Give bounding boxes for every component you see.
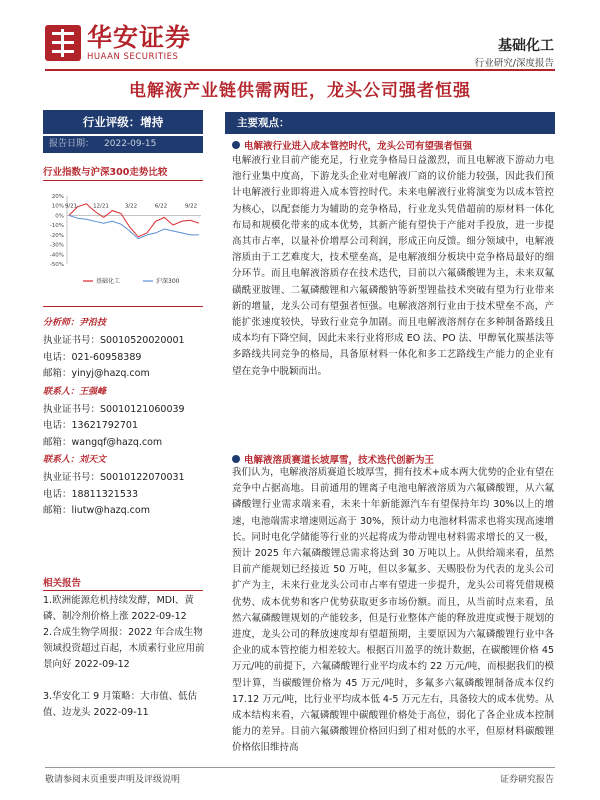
logo-seal-icon	[45, 25, 81, 61]
section-2-text: 我们认为，电解液溶质赛道长坡厚雪，拥有技术+成本两大优势的企业有望在竞争中占据高地。目前通用的锂离子电池电解液溶质为六氟磷酸锂，从六氟磷酸锂行业需求端来看，未来十年新能源汽车有望保持年均 30%以上的增速，电池端需求增速则远高于 30%，预计动力电池材料需求也将实现高速增长。同时电化学储能等行业的兴起将成为带动锂电材料需求增长的又一极，预计 2025 年六氟磷酸锂总需求将达到 30 万吨以上。从供给端来看，虽然目前产能规划已经接近 50 万吨，但以多氟多、天赐股份为代表的龙头公司扩产为主，未来行业龙头公司市占率有望进一步提升，龙头公司将凭借规模优势、成本优势和客户优势获取更多市场份额。而且，从当前时点来看，虽然六氟磷酸锂规划的产能较多，但是行业整体产能的释放进度或慢于规划的进度，龙头公司的释放速度却有望超预期，主要原因为六氟磷酸锂行业中各企业的成本管控能力相差较大。根据百川盈孚的统计数据，在碳酸锂价格 45 万元/吨的前提下，六氟磷酸锂行业平均成本约 22 万元/吨，而根据我们的模型计算，当碳酸锂价格为 45 万元/吨时，多氟多六氟磷酸锂制备成本仅约 17.12 万元/吨，比行业平均成本低 4-5 万元左右，具备较大的成本优势。从成本结构来看，六氟磷酸锂中碳酸锂价格处于高位，弱化了各企业成本控制能力的差异。目前六氟磷酸锂价格回归到了相对低的水平，但原材料碳酸锂价格依旧维持高	[232, 467, 554, 754]
y-tick-label: -30%	[49, 242, 64, 249]
analyst-name: 分析师：尹沿技	[43, 318, 107, 328]
report-date-value: 2022-09-15	[104, 139, 157, 149]
analyst-section-rule	[43, 306, 203, 307]
footer-divider	[45, 767, 555, 768]
x-tick-label: 9/21	[64, 203, 78, 210]
company-logo	[45, 24, 191, 62]
index-comparison-chart	[43, 190, 205, 290]
related-reports-rule	[43, 590, 203, 591]
sector-label: 基础化工	[498, 38, 554, 54]
related-report-1[interactable]: 1.欧洲能源危机持续发酵，MDI、黄磷、制冷剂价格上涨 2022-09-12	[43, 595, 194, 622]
y-tick-label: 20%	[51, 194, 64, 200]
y-tick-label: 10%	[51, 203, 64, 210]
brand-name-cn: 华安证券	[87, 23, 192, 52]
section-1-heading: 电解液行业进入成本管控时代，龙头公司有望强者恒强	[244, 141, 473, 152]
bullet-icon	[232, 141, 240, 149]
footer-report-label: 证券研究报告	[499, 775, 554, 785]
key-points-heading: 主要观点：	[225, 112, 555, 134]
email-address[interactable]: 邮箱：yinyj@hazq.com	[43, 368, 150, 379]
phone-number: 电话：021-60958389	[43, 351, 142, 363]
report-title: 电解液产业链供需两旺，龙头公司强者恒强	[129, 81, 471, 101]
report-date-row	[43, 136, 203, 153]
related-report-2[interactable]: 2.合成生物学周报：2022 年合成生物领域投资超过百起，木质素行业应用前景向好 2022-09-12	[43, 627, 205, 670]
phone-number: 电话：13621792701	[43, 420, 138, 431]
related-reports-heading: 相关报告	[43, 578, 82, 589]
x-tick-label: 6/22	[154, 203, 168, 210]
legend-label: 基础化工	[96, 278, 121, 285]
section-1-text: 电解液行业目前产能充足，行业竞争格局日益激烈，而且电解液下游动力电池行业集中度高，下游龙头企业对电解液厂商的议价能力较强，因此我们预计电解液行业即将进入成本管控时代。未来电解液行业将演变为以成本管控为核心，以配套能力为辅助的竞争格局，行业龙头凭借超前的原材料一体化布局和规模化带来的成本优势，其新产能有望快于产能对手投放，进一步提高其市占率，以量补价增厚公司利润，形成正向反馈。细分领域中，电解液溶质由于工艺难度大，技术壁垒高，是电解液细分板块中竞争格局最好的细分环节。而且电解液溶质存在技术迭代，目前以六氟磷酸锂为主，未来双氟磺酰亚胺锂、二氟磷酸锂和六氟磷酸钠等新型锂盐技术突破有望为行业带来新的增量，龙头公司有望强者恒强。电解液溶剂行业由于技术壁垒不高，产能扩张速度较快，导致行业竞争加剧。而且电解液溶剂存在多种制备路线且成本均有下降空间，因此未来行业将形成 EO 法、PO 法、甲醇氧化羰基法等多路线共同竞争的格局，具备原材料一体化和多工艺路线生产能力的企业有望在竞争中脱颖而出。	[232, 155, 554, 377]
brand-name-en: HUAAN SECURITIES	[87, 52, 179, 62]
chart-section-heading: 行业指数与沪深300走势比较	[43, 167, 168, 178]
x-tick-label: 3/22	[124, 203, 138, 210]
contact-name: 联系人：刘天文	[43, 455, 107, 465]
report-date-label: 报告日期：	[49, 139, 95, 149]
series-line-2	[69, 215, 199, 238]
related-report-3[interactable]: 3.华安化工 9 月策略：大市值、低估值、边龙头 2022-09-11	[43, 691, 198, 718]
section-2-heading: 电解液溶质赛道长坡厚雪，技术迭代创新为王	[244, 455, 435, 466]
y-tick-label: 0%	[55, 213, 64, 220]
y-tick-label: -40%	[49, 252, 64, 259]
contact-name: 联系人：王强峰	[43, 386, 107, 397]
footer-disclaimer[interactable]: 敬请参阅末页重要声明及评级说明	[45, 775, 181, 785]
email-address[interactable]: 邮箱：wangqf@hazq.com	[43, 436, 163, 448]
license-number: 执业证书号：S0010122070031	[43, 472, 185, 483]
y-tick-label: -50%	[49, 262, 64, 268]
header-divider	[45, 69, 555, 71]
chart-section-rule	[43, 180, 203, 181]
license-number: 执业证书号：S0010121060039	[43, 403, 185, 415]
industry-rating: 行业评级：增持	[43, 110, 203, 134]
x-tick-label: 12/21	[93, 203, 109, 210]
legend-label: 沪深300	[156, 278, 180, 285]
report-type-label: 行业研究/深度报告	[474, 58, 554, 69]
y-tick-label: -20%	[49, 232, 64, 239]
license-number: 执业证书号：S0010520020001	[43, 335, 185, 346]
x-tick-label: 9/22	[184, 203, 198, 210]
bullet-icon	[232, 455, 240, 463]
phone-number: 电话：18811321533	[43, 488, 138, 500]
y-tick-label: -10%	[49, 223, 64, 230]
email-address[interactable]: 邮箱：liutw@hazq.com	[43, 505, 150, 516]
